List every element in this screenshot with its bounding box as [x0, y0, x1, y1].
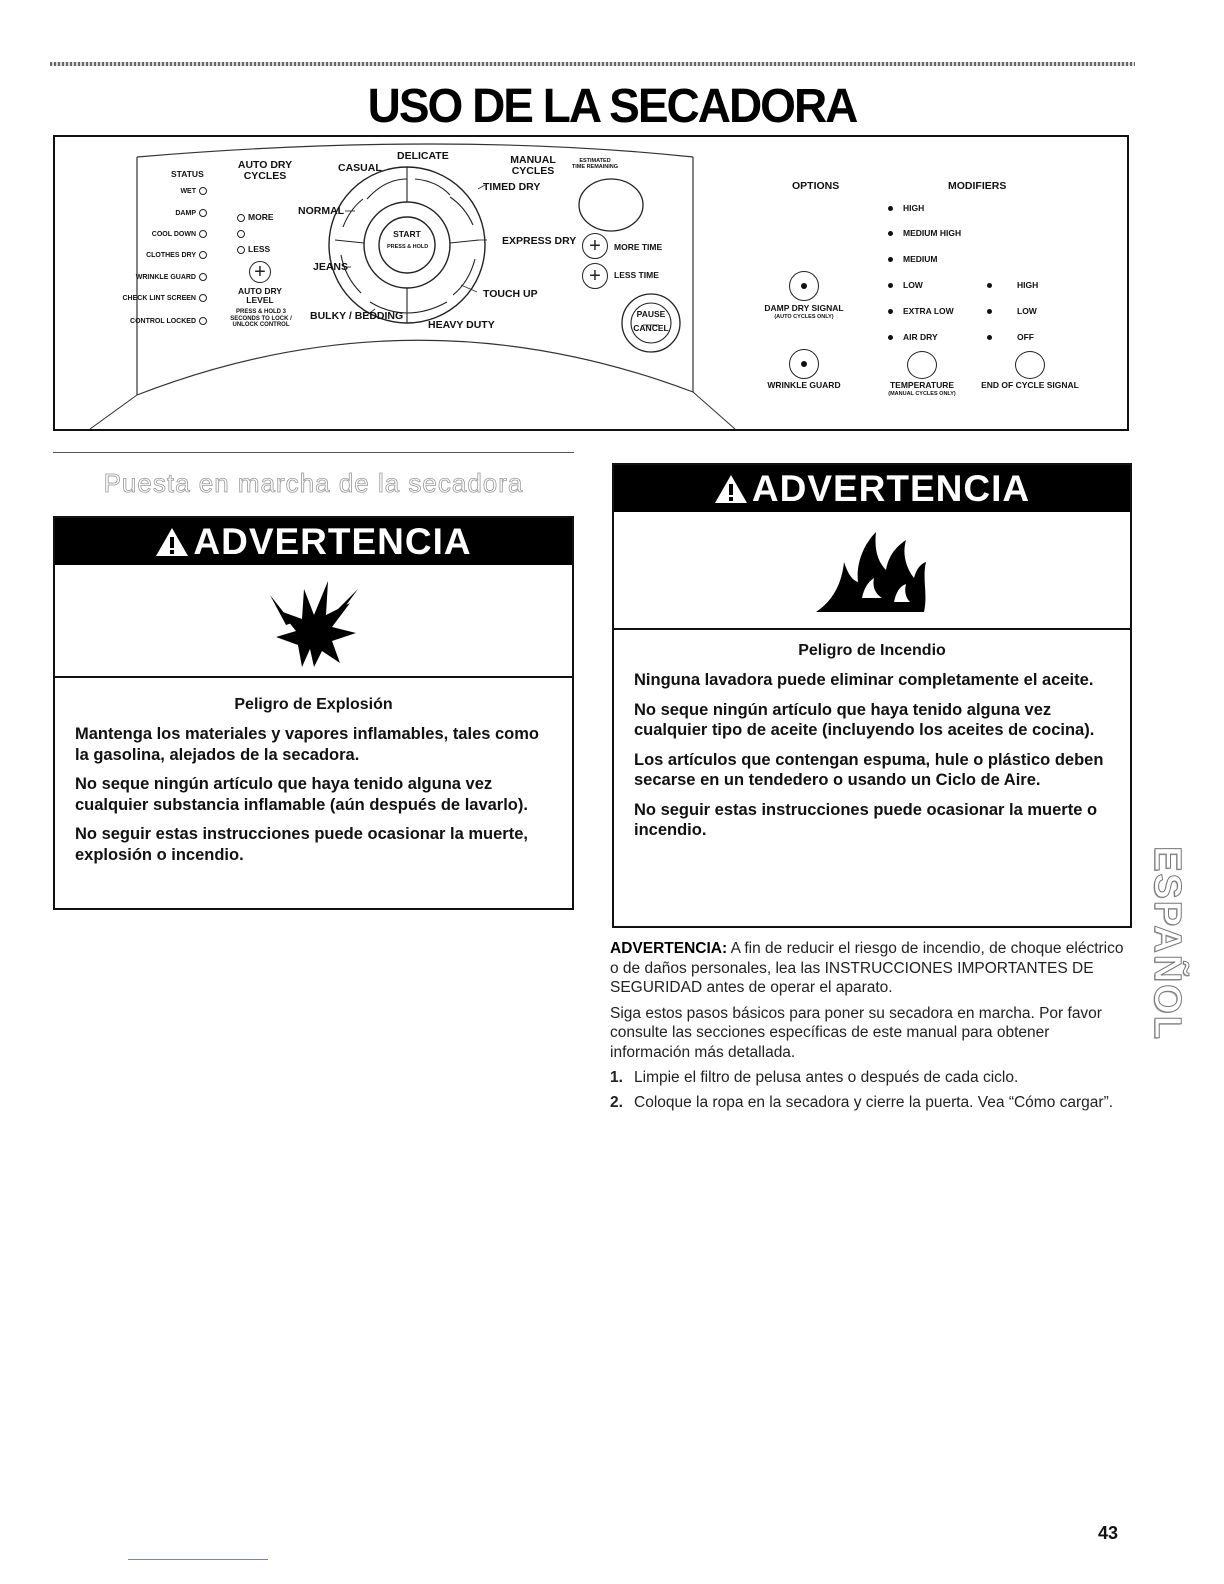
- temp-high: HIGH: [903, 203, 925, 213]
- control-panel-diagram: [53, 135, 1129, 431]
- auto-dry-mid: [237, 229, 245, 238]
- warning-triangle-icon: [714, 474, 748, 504]
- warning-paragraph: Los artículos que contengan espuma, hule o plástico deben secarse en un tendedero o usando un Ciclo de Aire.: [634, 750, 1104, 789]
- temperature-indicator: [888, 257, 893, 262]
- damp-dry-signal-button[interactable]: [789, 271, 819, 301]
- status-item-damp: DAMP: [145, 209, 207, 217]
- manual-cycles-heading: MANUAL CYCLES: [510, 154, 556, 177]
- page-number: 43: [1098, 1523, 1119, 1543]
- warning-paragraph: Mantenga los materiales y vapores inflamables, tales como la gasolina, alejados de la secadora.: [75, 725, 540, 764]
- temp-medium: MEDIUM: [903, 254, 938, 264]
- section-rule: [53, 452, 574, 453]
- status-item-cool-down: COOL DOWN: [135, 230, 207, 238]
- warning-paragraph: No seque ningún artículo que haya tenido alguna vez cualquier tipo de aceite (incluyendo los aceites de cocina).: [634, 700, 1095, 739]
- intro-paragraph: Siga estos pasos básicos para poner su secadora en marcha. Por favor consulte las secciones específicas de este manual para obtener información más detallada.: [610, 1004, 1102, 1061]
- cycle-express-dry[interactable]: EXPRESS DRY: [502, 235, 577, 247]
- wrinkle-guard-button[interactable]: [789, 349, 819, 379]
- safety-note: [610, 939, 1130, 998]
- estimated-time-label: ESTIMATED TIME REMAINING: [571, 158, 619, 170]
- modifiers-heading: MODIFIERS: [948, 180, 1007, 192]
- status-item-check-lint-screen: CHECK LINT SCREEN: [115, 294, 207, 302]
- options-heading: OPTIONS: [792, 180, 840, 192]
- status-item-clothes-dry: CLOTHES DRY: [135, 251, 207, 259]
- temperature-button[interactable]: [907, 351, 937, 379]
- fire-warning-text: [634, 642, 1110, 850]
- signal-indicator: [987, 283, 992, 288]
- status-led: [199, 317, 207, 325]
- status-led: [199, 294, 207, 302]
- plus-icon: +: [589, 265, 601, 287]
- temperature-label: TEMPERATURE (MANUAL CYCLES ONLY): [888, 380, 956, 397]
- damp-dry-signal-label: DAMP DRY SIGNAL (AUTO CYCLES ONLY): [764, 303, 844, 320]
- more-time-button[interactable]: [582, 233, 608, 259]
- cycle-casual[interactable]: CASUAL: [338, 162, 382, 174]
- start-button[interactable]: START PRESS & HOLD: [387, 229, 429, 250]
- auto-dry-level-label: AUTO DRY LEVEL: [238, 286, 282, 305]
- page-title: USO DE LA SECADORA: [367, 77, 857, 133]
- plus-icon: +: [589, 235, 601, 257]
- status-heading: STATUS: [171, 169, 204, 179]
- level-led: [237, 230, 245, 238]
- warning-title: Peligro de Explosión: [234, 696, 393, 713]
- step-number: 1.: [610, 1069, 623, 1086]
- status-item-control-locked: CONTROL LOCKED: [115, 317, 207, 325]
- end-of-cycle-signal-label: END OF CYCLE SIGNAL: [981, 380, 1079, 390]
- auto-dry-more: MORE: [237, 213, 274, 222]
- status-led: [199, 273, 207, 281]
- footer-line: [128, 1559, 268, 1560]
- warning-paragraph: No seguir estas instrucciones puede ocasionar la muerte, explosión o incendio.: [75, 825, 528, 864]
- signal-off: OFF: [1017, 332, 1034, 342]
- cycle-touch-up[interactable]: TOUCH UP: [483, 288, 538, 300]
- plus-icon: +: [254, 261, 266, 283]
- body-text: [610, 939, 1130, 1117]
- cycle-delicate[interactable]: DELICATE: [397, 150, 449, 162]
- cycle-jeans[interactable]: JEANS: [313, 261, 349, 273]
- steps-list: [610, 1068, 1130, 1112]
- temperature-indicator: [888, 231, 893, 236]
- list-item: [610, 1093, 1130, 1113]
- lock-control-note: PRESS & HOLD 3 SECONDS TO LOCK / UNLOCK CONTROL: [230, 309, 292, 329]
- cycle-timed-dry[interactable]: TIMED DRY: [483, 181, 541, 193]
- status-led: [199, 187, 207, 195]
- level-led: [237, 214, 245, 222]
- safety-note-text: A fin de reducir el riesgo de incendio, de choque eléctrico o de daños personales, lea las INSTRUCCIONES IMPORTANTES DE SEGURIDAD antes de operar el aparato.: [610, 940, 1124, 996]
- temp-medium-high: MEDIUM HIGH: [903, 228, 962, 238]
- signal-low: LOW: [1017, 306, 1037, 316]
- status-led: [199, 209, 207, 217]
- status-item-wet: WET: [145, 187, 207, 195]
- status-led: [199, 251, 207, 259]
- explosion-icon: [266, 575, 362, 667]
- temperature-indicator: [888, 335, 893, 340]
- auto-dry-cycles-heading: AUTO DRY CYCLES: [237, 159, 293, 182]
- warning-paragraph: No seque ningún artículo que haya tenido alguna vez cualquier substancia inflamable (aún después de lavarlo).: [75, 775, 528, 814]
- auto-dry-level-button[interactable]: [249, 261, 271, 283]
- warning-header: ADVERTENCIA: [55, 518, 572, 565]
- warning-paragraph: No seguir estas instrucciones puede ocasionar la muerte o incendio.: [634, 800, 1098, 839]
- step-text: Coloque la ropa en la secadora y cierre la puerta. Vea “Cómo cargar”.: [634, 1093, 1114, 1111]
- list-item: [610, 1068, 1130, 1088]
- cycle-normal[interactable]: NORMAL: [298, 205, 345, 217]
- cycle-heavy-duty[interactable]: HEAVY DUTY: [428, 319, 495, 331]
- more-time-label: MORE TIME: [614, 242, 663, 252]
- top-dotted-rule: [50, 62, 1135, 66]
- less-time-button[interactable]: [582, 263, 608, 289]
- end-of-cycle-signal-button[interactable]: [1015, 351, 1045, 379]
- signal-high: HIGH: [1017, 280, 1039, 290]
- explosion-warning-text: [75, 696, 552, 874]
- wrinkle-guard-label: WRINKLE GUARD: [767, 380, 841, 390]
- temperature-indicator: [888, 206, 893, 211]
- indicator-dot: [801, 283, 807, 289]
- warning-title: Peligro de Incendio: [798, 642, 946, 659]
- warning-paragraph: Ninguna lavadora puede eliminar completamente el aceite.: [634, 671, 1094, 689]
- auto-dry-less: LESS: [237, 245, 270, 254]
- language-side-tab: ESPAÑOL: [1145, 845, 1188, 1041]
- less-time-label: LESS TIME: [614, 270, 659, 280]
- fire-pictogram: [614, 512, 1130, 630]
- temp-low: LOW: [903, 280, 923, 290]
- step-number: 2.: [610, 1093, 623, 1111]
- section-heading: Puesta en marcha de la secadora: [103, 468, 524, 498]
- safety-note-label: ADVERTENCIA:: [610, 940, 728, 957]
- signal-indicator: [987, 309, 992, 314]
- explosion-warning-box: [53, 516, 574, 910]
- level-led: [237, 246, 245, 254]
- warning-triangle-icon: [155, 527, 189, 557]
- temp-extra-low: EXTRA LOW: [903, 306, 954, 316]
- temp-air-dry: AIR DRY: [903, 332, 938, 342]
- fire-warning-box: [612, 463, 1132, 928]
- status-led: [199, 230, 207, 238]
- signal-indicator: [987, 335, 992, 340]
- cycle-bulky-bedding[interactable]: BULKY / BEDDING: [310, 310, 404, 322]
- fire-icon: [812, 522, 932, 618]
- indicator-dot: [801, 361, 807, 367]
- step-text: Limpie el filtro de pelusa antes o después de cada ciclo.: [634, 1069, 1019, 1086]
- temperature-indicator: [888, 283, 893, 288]
- temperature-indicator: [888, 309, 893, 314]
- warning-header: ADVERTENCIA: [614, 465, 1130, 512]
- pause-cancel-button[interactable]: PAUSE CANCEL: [633, 309, 669, 334]
- explosion-pictogram: [55, 565, 572, 678]
- status-item-wrinkle-guard: WRINKLE GUARD: [131, 273, 207, 281]
